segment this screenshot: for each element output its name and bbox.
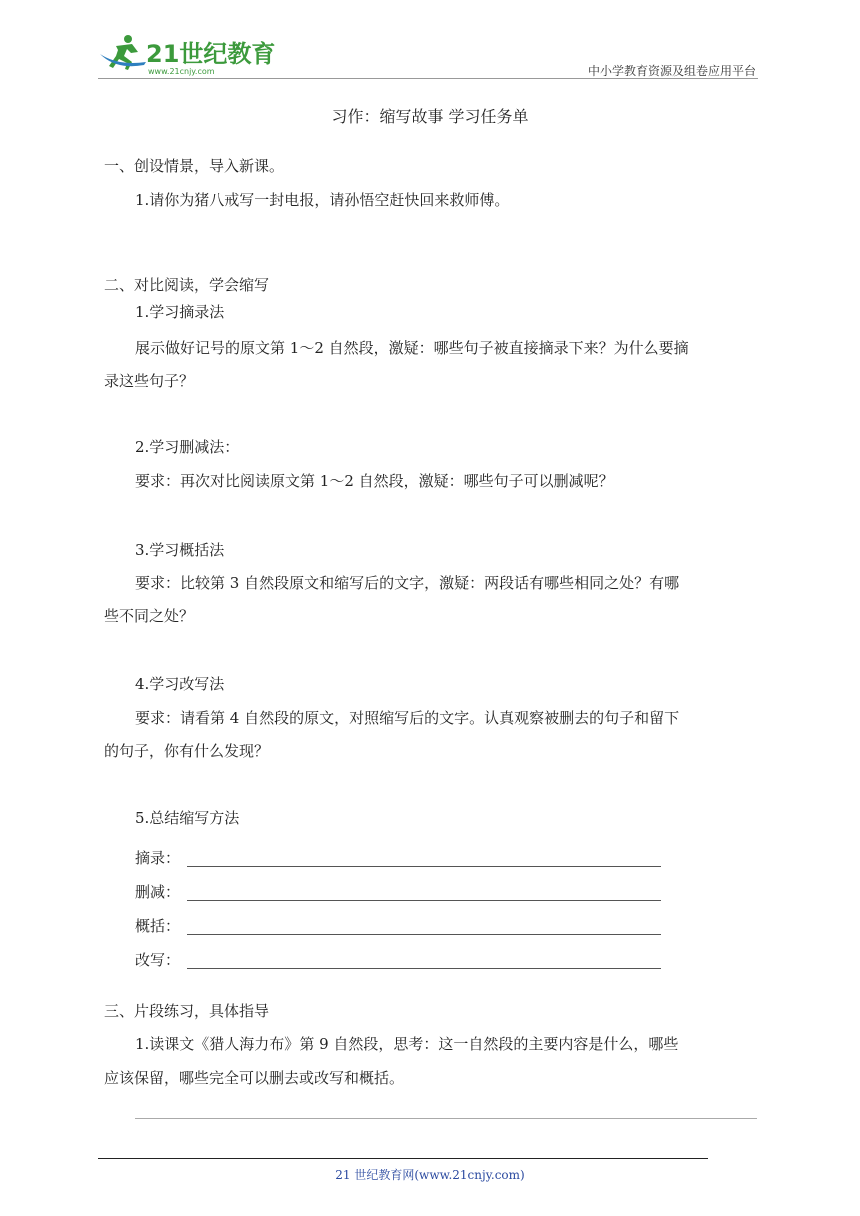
method-1-title: 1.学习摘录法 bbox=[135, 303, 225, 321]
method-3-title: 3.学习概括法 bbox=[135, 541, 225, 559]
site-logo bbox=[98, 32, 276, 76]
footer-divider bbox=[98, 1158, 708, 1159]
section-3-item-1-line-2: 应该保留，哪些完全可以删去或改写和概括。 bbox=[104, 1069, 405, 1087]
method-3-text-line-1: 要求：比较第 3 自然段原文和缩写后的文字，激疑：两段话有哪些相同之处？有哪 bbox=[135, 574, 680, 592]
section-2-heading: 二、对比阅读，学会缩写 bbox=[104, 276, 270, 294]
method-3-text-line-2: 些不同之处？ bbox=[104, 607, 195, 625]
page-title: 习作：缩写故事 学习任务单 bbox=[331, 107, 529, 126]
method-4-title: 4.学习改写法 bbox=[135, 675, 225, 693]
fill-blank-rewrite[interactable] bbox=[187, 968, 661, 969]
method-4-text-line-1: 要求：请看第 4 自然段的原文，对照缩写后的文字。认真观察被删去的句子和留下 bbox=[135, 709, 680, 727]
method-2-text-line-1: 要求：再次对比阅读原文第 1～2 自然段，激疑：哪些句子可以删减呢？ bbox=[135, 472, 614, 490]
fill-label-excerpt: 摘录： bbox=[135, 849, 181, 867]
fill-label-delete: 删减： bbox=[135, 883, 181, 901]
section-1-item-1: 1.请你为猪八戒写一封电报，请孙悟空赶快回来救师傅。 bbox=[135, 191, 510, 209]
method-1-text-line-2: 录这些句子？ bbox=[104, 372, 195, 390]
method-5-title: 5.总结缩写方法 bbox=[135, 809, 240, 827]
platform-name: 中小学教育资源及组卷应用平台 bbox=[587, 64, 756, 78]
fill-blank-delete[interactable] bbox=[187, 900, 661, 901]
answer-line[interactable] bbox=[135, 1118, 757, 1119]
footer-text: 21 世纪教育网(www.21cnjy.com) bbox=[335, 1168, 525, 1182]
page-header bbox=[98, 30, 758, 78]
fill-blank-excerpt[interactable] bbox=[187, 866, 661, 867]
logo-url: www.21cnjy.com bbox=[148, 67, 215, 76]
section-3-heading: 三、片段练习，具体指导 bbox=[104, 1002, 270, 1020]
method-4-text-line-2: 的句子，你有什么发现？ bbox=[104, 742, 270, 760]
section-1-heading: 一、创设情景，导入新课。 bbox=[104, 157, 285, 175]
header-divider bbox=[98, 78, 758, 79]
fill-label-summarize: 概括： bbox=[135, 917, 181, 935]
runner-icon bbox=[100, 35, 146, 70]
section-3-item-1-line-1: 1.读课文《猎人海力布》第 9 自然段，思考：这一自然段的主要内容是什么，哪些 bbox=[135, 1035, 679, 1053]
logo-text: 21世纪教育 bbox=[146, 40, 276, 68]
fill-blank-summarize[interactable] bbox=[187, 934, 661, 935]
fill-label-rewrite: 改写： bbox=[135, 951, 181, 969]
method-1-text-line-1: 展示做好记号的原文第 1～2 自然段，激疑：哪些句子被直接摘录下来？为什么要摘 bbox=[135, 339, 689, 357]
method-2-title: 2.学习删减法： bbox=[135, 438, 240, 456]
